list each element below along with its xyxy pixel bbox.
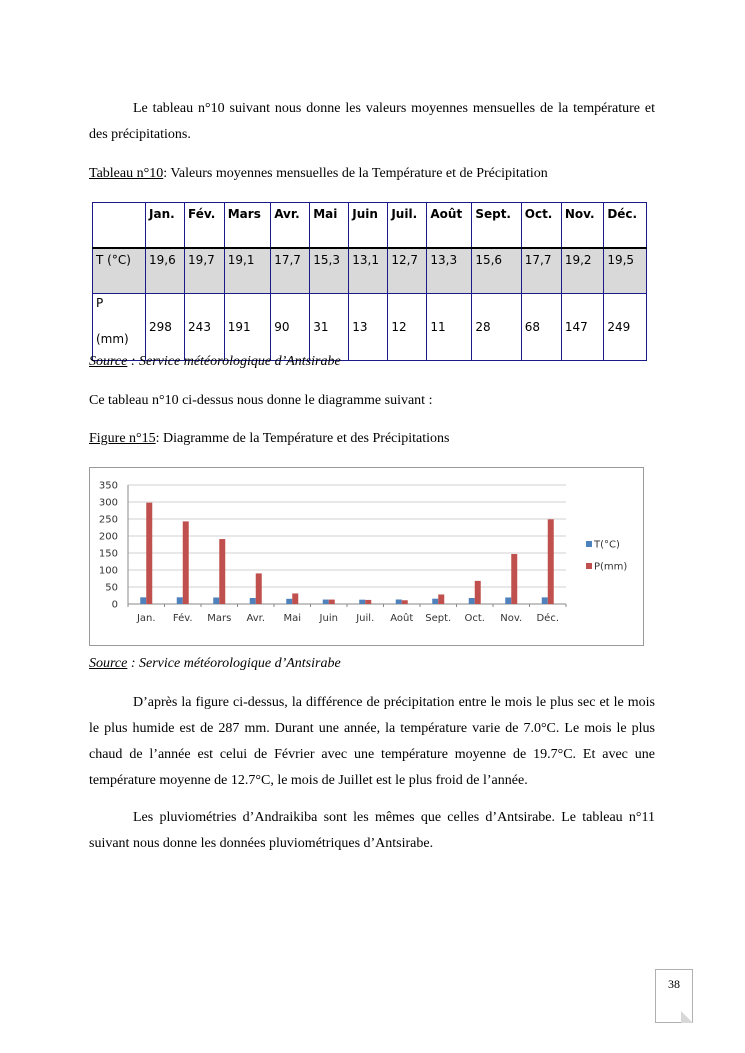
x-tick-label: Fév. <box>172 613 193 624</box>
analysis-paragraph: D’après la figure ci-dessus, la différence de précipitation entre le mois le plus sec et le mois le plus humide est de 287 mm. Durant une année, la température varie de 7.0°C. Le mois le plus chaud de l’année est celui de Février avec une température moyenne de 19.7°C. Et avec une température moyenne de 12.7°C, le mois de Juillet est le plus froid de l’année. <box>89 695 655 788</box>
precipitation-bar <box>511 554 517 604</box>
table-source <box>89 353 341 371</box>
figure-caption-text: : Diagramme de la Température et des Précipitations <box>155 431 450 446</box>
y-tick-label: 50 <box>105 582 118 594</box>
temperature-bar <box>505 597 511 604</box>
lead-in-text: Ce tableau n°10 ci-dessus nous donne le diagramme suivant : <box>89 393 433 408</box>
month-header: Fév. <box>185 203 225 249</box>
precipitation-cell: 12 <box>388 294 427 361</box>
legend-label-precipitation: P(mm) <box>594 561 628 573</box>
x-tick-label: Mai <box>283 613 302 624</box>
precipitation-bar <box>329 600 335 604</box>
precipitation-bar <box>146 503 152 604</box>
month-header: Sept. <box>472 203 521 249</box>
source-label: Source <box>89 354 128 369</box>
y-tick-label: 0 <box>111 599 118 611</box>
month-header: Jan. <box>146 203 185 249</box>
x-tick-label: Nov. <box>500 613 523 624</box>
figure-caption-label: Figure n°15 <box>89 431 156 446</box>
precipitation-cell: 243 <box>185 294 225 361</box>
temperature-bar <box>250 598 256 604</box>
temperature-cell: 19,5 <box>604 248 647 294</box>
temperature-cell: 13,3 <box>427 248 472 294</box>
precipitation-bar <box>548 519 554 604</box>
month-header: Oct. <box>521 203 561 249</box>
source-text: : Service météorologique d’Antsirabe <box>127 354 341 369</box>
table-caption-text: : Valeurs moyennes mensuelles de la Température et de Précipitation <box>163 166 548 181</box>
table-caption <box>89 165 548 183</box>
x-tick-label: Juil. <box>356 613 375 624</box>
temperature-bar <box>432 599 438 604</box>
temperature-cell: 17,7 <box>521 248 561 294</box>
chart-canvas <box>90 468 643 645</box>
temperature-cell: 19,2 <box>561 248 604 294</box>
precipitation-label-p: P <box>96 296 104 310</box>
temperature-bar <box>359 600 365 604</box>
table-corner-cell <box>93 203 146 249</box>
page-number: 38 <box>668 977 680 991</box>
climate-table <box>92 202 647 361</box>
month-header: Juil. <box>388 203 427 249</box>
month-header: Avr. <box>271 203 310 249</box>
temperature-bar <box>177 597 183 604</box>
temperature-bar <box>286 599 292 604</box>
source-text: : Service météorologique d’Antsirabe <box>127 656 341 671</box>
table-header-row <box>93 203 647 249</box>
temperature-cell: 17,7 <box>271 248 310 294</box>
figure-source <box>89 655 341 673</box>
y-tick-label: 250 <box>98 514 118 526</box>
month-header: Nov. <box>561 203 604 249</box>
precipitation-bar <box>438 594 444 604</box>
x-tick-label: Avr. <box>246 613 266 624</box>
precipitation-cell: 147 <box>561 294 604 361</box>
precipitation-bar <box>256 573 262 604</box>
precipitation-cell: 249 <box>604 294 647 361</box>
precipitation-cell: 13 <box>349 294 388 361</box>
precipitation-bar <box>365 600 371 604</box>
climate-chart <box>89 467 644 646</box>
precipitation-label-unit: (mm) <box>96 332 129 346</box>
precipitation-bar <box>402 600 408 604</box>
temperature-cell: 12,7 <box>388 248 427 294</box>
month-header: Mai <box>310 203 349 249</box>
legend-swatch-precipitation <box>586 563 592 569</box>
y-tick-label: 200 <box>98 531 118 543</box>
temperature-row-label: T (°C) <box>93 248 146 294</box>
x-tick-label: Oct. <box>464 613 485 624</box>
temperature-bar <box>323 600 329 604</box>
precipitation-cell: 28 <box>472 294 521 361</box>
legend-swatch-temperature <box>586 541 592 547</box>
y-tick-label: 150 <box>98 548 118 560</box>
precipitation-bar <box>475 581 481 604</box>
precipitation-cell: 11 <box>427 294 472 361</box>
temperature-cell: 13,1 <box>349 248 388 294</box>
temperature-cell: 19,1 <box>224 248 270 294</box>
temperature-cell: 19,7 <box>185 248 225 294</box>
closing-paragraph: Les pluviométries d’Andraikiba sont les mêmes que celles d’Antsirabe. Le tableau n°11 suivant nous donne les données pluviométriques d’Antsirabe. <box>89 810 655 851</box>
y-tick-label: 100 <box>98 565 118 577</box>
precipitation-cell: 31 <box>310 294 349 361</box>
month-header: Juin <box>349 203 388 249</box>
temperature-bar <box>396 599 402 604</box>
temperature-cell: 15,3 <box>310 248 349 294</box>
y-tick-label: 300 <box>98 497 118 509</box>
month-header: Mars <box>224 203 270 249</box>
precipitation-cell: 191 <box>224 294 270 361</box>
source-label: Source <box>89 656 128 671</box>
precipitation-row-label <box>93 294 146 361</box>
x-tick-label: Déc. <box>536 613 560 624</box>
precipitation-row <box>93 294 647 361</box>
temperature-cell: 15,6 <box>472 248 521 294</box>
precipitation-bar <box>219 539 225 604</box>
y-tick-label: 350 <box>98 480 118 492</box>
month-header: Déc. <box>604 203 647 249</box>
month-header: Août <box>427 203 472 249</box>
x-tick-label: Août <box>390 613 414 624</box>
x-tick-label: Sept. <box>425 613 452 624</box>
temperature-bar <box>542 597 548 604</box>
page-curl-decoration <box>681 1011 693 1023</box>
temperature-bar <box>213 598 219 604</box>
temperature-cell: 19,6 <box>146 248 185 294</box>
precipitation-bar <box>183 521 189 604</box>
intro-paragraph: Le tableau n°10 suivant nous donne les valeurs moyennes mensuelles de la température et des précipitations. <box>89 101 655 142</box>
legend-label-temperature: T(°C) <box>594 539 620 551</box>
x-tick-label: Jan. <box>136 613 156 624</box>
table-caption-label: Tableau n°10 <box>89 166 164 181</box>
precipitation-bar <box>292 593 298 604</box>
page-number-box <box>655 969 693 1023</box>
precipitation-cell: 68 <box>521 294 561 361</box>
temperature-row <box>93 248 647 294</box>
x-tick-label: Juin <box>319 613 338 624</box>
figure-caption <box>89 430 449 448</box>
temperature-bar <box>469 598 475 604</box>
x-tick-label: Mars <box>207 613 232 624</box>
temperature-bar <box>140 597 146 604</box>
precipitation-cell: 90 <box>271 294 310 361</box>
precipitation-cell: 298 <box>146 294 185 361</box>
